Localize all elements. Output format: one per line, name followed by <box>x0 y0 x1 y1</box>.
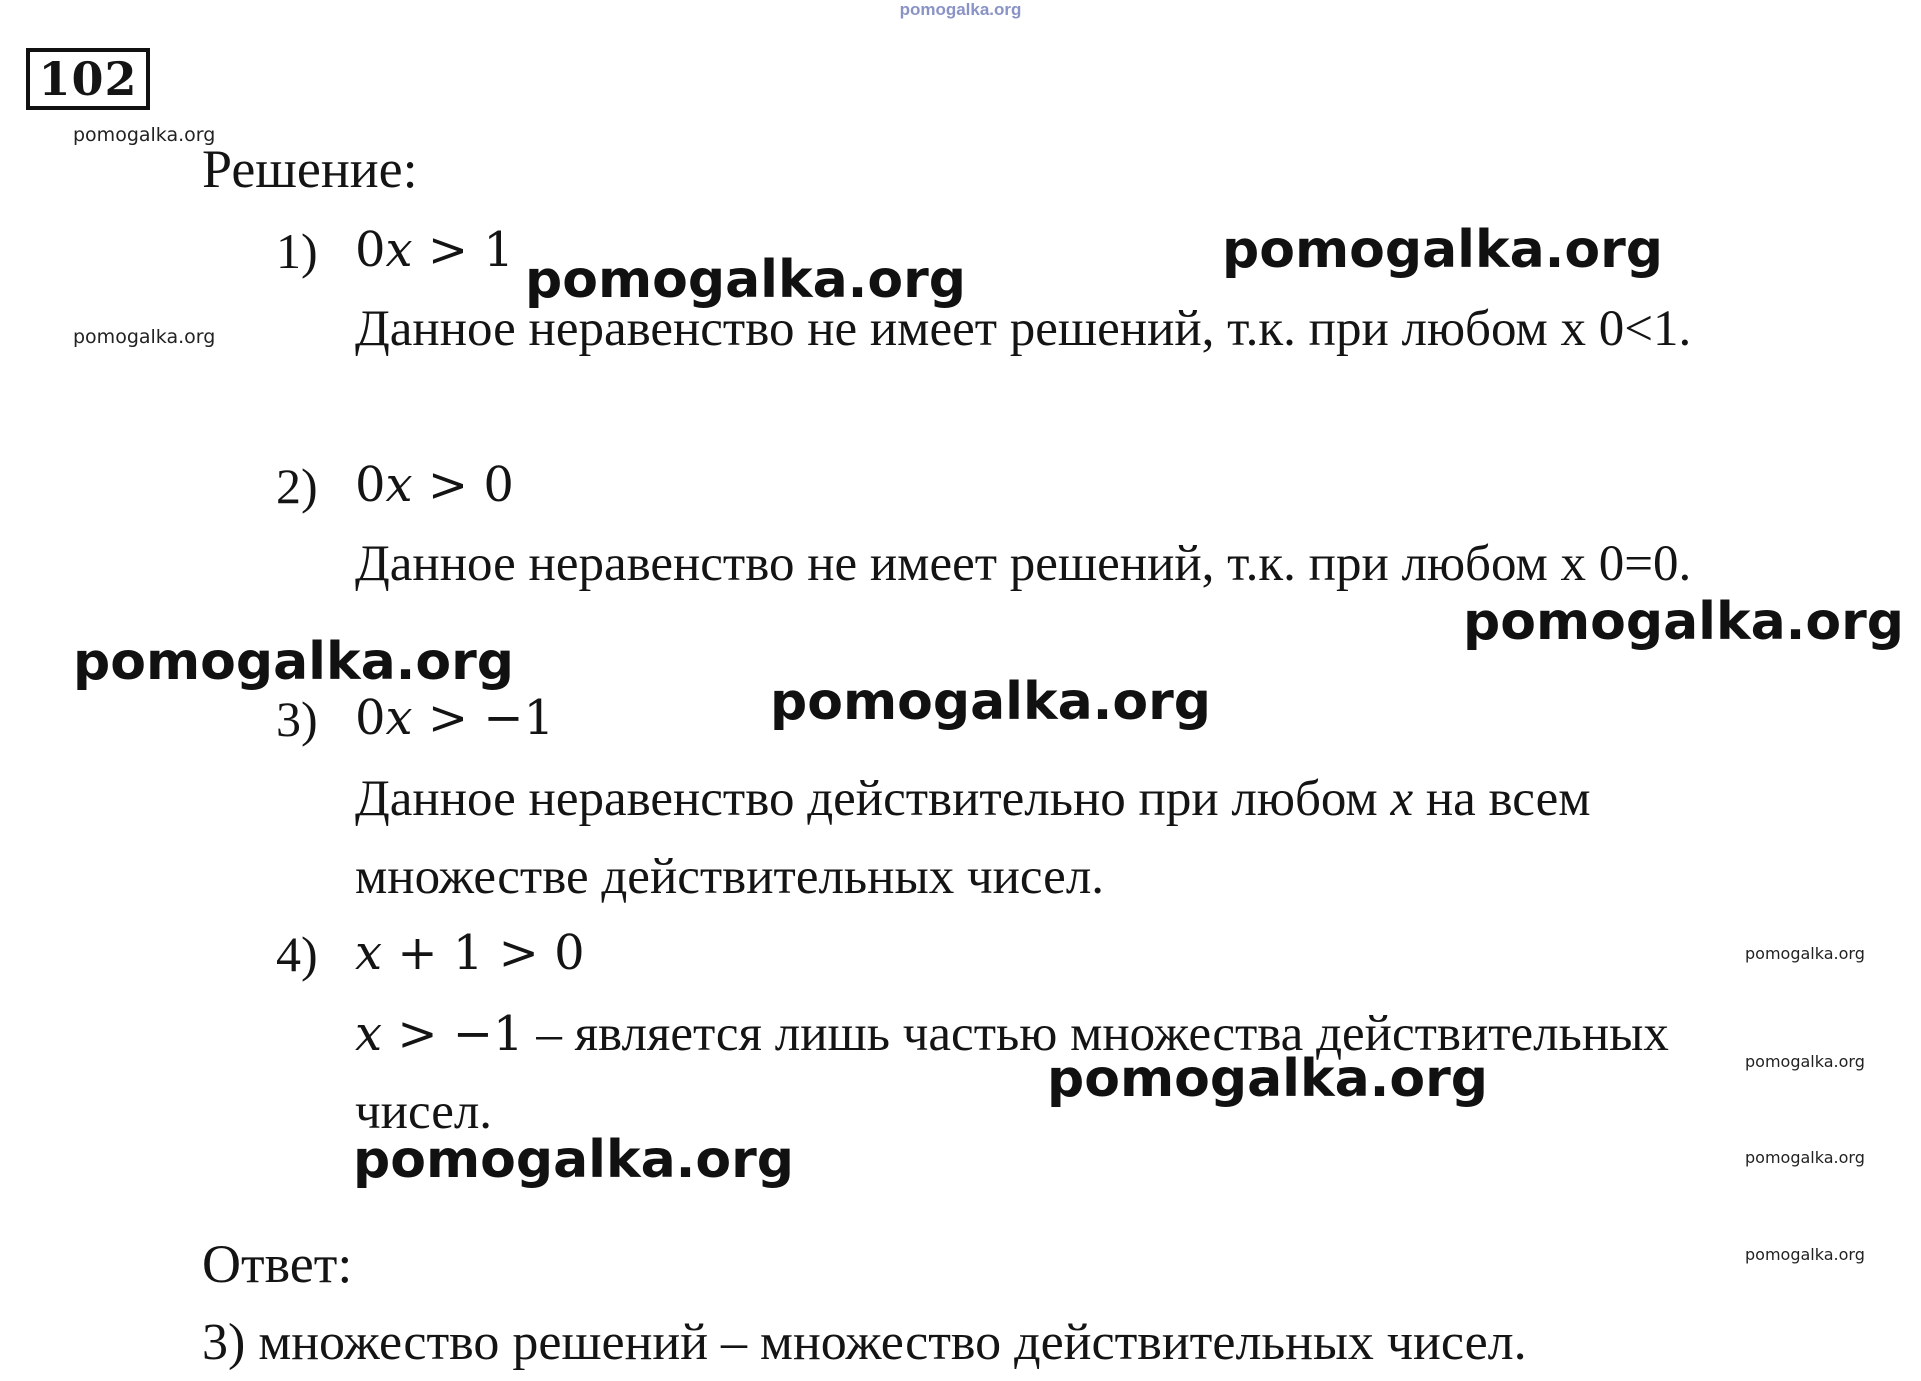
answer-text: 3) множество решений – множество действительных чисел. <box>202 1314 1527 1371</box>
item-4-inequality <box>355 925 585 981</box>
watermark-large: pomogalka.org <box>1463 592 1905 652</box>
watermark-small: pomogalka.org <box>73 326 216 348</box>
inequality-coef: 0 <box>355 222 386 278</box>
item-2-number: 2) <box>276 458 318 514</box>
item-3-explanation-line-2: множестве действительных чисел. <box>355 849 1105 905</box>
inequality-coef: 0 <box>355 457 386 513</box>
watermark-large: pomogalka.org <box>770 672 1212 732</box>
watermark-large: pomogalka.org <box>525 250 967 310</box>
inequality-var: x <box>385 690 413 746</box>
watermark-small: pomogalka.org <box>73 124 216 146</box>
text-run: – является лишь частью множества действительных <box>523 1006 1669 1062</box>
inequality-rest: + 1 > 0 <box>382 925 585 981</box>
inequality-rest: > 1 <box>412 222 514 278</box>
inequality-rest: > 0 <box>412 457 514 513</box>
item-2-explanation: Данное неравенство не имеет решений, т.к. при любом х 0=0. <box>355 536 1692 592</box>
variable-x: x <box>355 1006 383 1062</box>
item-1-explanation: Данное неравенство не имеет решений, т.к. при любом х 0<1. <box>355 301 1692 357</box>
watermark-large: pomogalka.org <box>73 632 515 692</box>
watermark-small: pomogalka.org <box>1745 1245 1865 1264</box>
item-1-inequality <box>355 222 514 278</box>
watermark-small: pomogalka.org <box>1745 1148 1865 1167</box>
problem-number-box: 102 <box>26 48 150 110</box>
watermark-large: pomogalka.org <box>1222 220 1664 280</box>
watermark-large: pomogalka.org <box>1047 1049 1489 1109</box>
top-watermark: pomogalka.org <box>899 0 1022 19</box>
inequality-coef: 0 <box>355 690 386 746</box>
inequality-rest: > −1 <box>382 1006 524 1062</box>
text-run: на всем <box>1413 771 1591 827</box>
item-4-number: 4) <box>276 926 318 982</box>
solution-heading: Решение: <box>202 139 418 199</box>
item-3-number: 3) <box>276 691 318 747</box>
watermark-small: pomogalka.org <box>1745 944 1865 963</box>
text-run: Данное неравенство действительно при любом <box>355 771 1391 827</box>
item-1-number: 1) <box>276 223 318 279</box>
watermark-large: pomogalka.org <box>353 1130 795 1190</box>
variable-x: x <box>1390 771 1414 827</box>
item-2-inequality <box>355 457 514 513</box>
item-3-explanation-line-1 <box>355 770 1590 828</box>
watermark-small: pomogalka.org <box>1745 1052 1865 1071</box>
inequality-var: x <box>385 222 413 278</box>
inequality-var: x <box>355 925 383 981</box>
item-3-inequality <box>355 690 554 746</box>
inequality-var: x <box>385 457 413 513</box>
answer-heading: Ответ: <box>202 1234 353 1294</box>
inequality-rest: > −1 <box>412 690 555 746</box>
item-4-explanation-line-2: чисел. <box>355 1084 493 1140</box>
